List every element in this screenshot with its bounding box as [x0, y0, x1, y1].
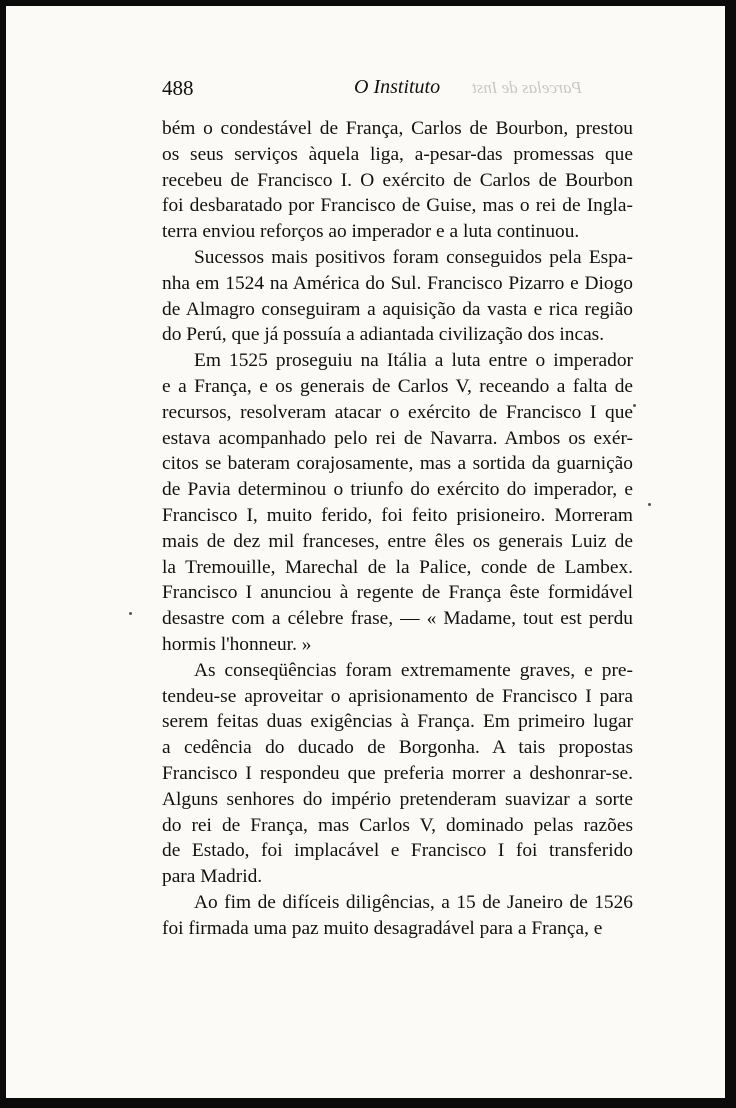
- paragraph: [162, 890, 633, 942]
- paragraph: [162, 245, 633, 348]
- text-line: estava acompanhado pelo rei de Navarra. Ambos os exér-: [162, 427, 633, 449]
- text-line: tendeu-se aproveitar o aprisionamento de Francisco I para: [162, 685, 633, 707]
- text-line: os seus serviços àquela liga, a-pesar-das promessas que: [162, 143, 633, 165]
- text-line: serem feitas duas exigências à França. Em primeiro lugar: [162, 711, 633, 733]
- text-line: Ao fim de difíceis diligências, a 15 de Janeiro de 1526: [194, 891, 633, 913]
- bleed-through-text: Parcelas de Inst: [472, 78, 582, 97]
- text-line: recursos, resolveram atacar o exército de Francisco I que: [162, 401, 633, 423]
- text-line: a cedência do ducado de Borgonha. A tais propostas: [162, 737, 633, 759]
- text-line: de Estado, foi implacável e Francisco I foi transferido: [162, 840, 633, 862]
- running-title: O Instituto: [354, 76, 441, 98]
- body-text: [162, 116, 633, 942]
- paragraph: [162, 348, 633, 658]
- text-line: Sucessos mais positivos foram conseguidos pela Espa-: [194, 246, 633, 268]
- text-line: terra enviou reforços ao imperador e a luta continuou.: [162, 221, 580, 243]
- text-line: de Pavia determinou o triunfo do exército do imperador, e: [162, 479, 633, 501]
- speck-mark: [129, 612, 132, 615]
- page-number: 488: [162, 76, 194, 100]
- text-line: Francisco I respondeu que preferia morrer a deshonrar-se.: [162, 762, 633, 784]
- text-line: desastre com a célebre frase, — « Madame, tout est perdu: [162, 608, 633, 630]
- page-header: [162, 76, 632, 106]
- text-line: e a França, e os generais de Carlos V, receando a falta de: [162, 375, 633, 397]
- paragraph: [162, 658, 633, 890]
- text-line: para Madrid.: [162, 866, 263, 888]
- text-line: recebeu de Francisco I. O exército de Carlos de Bourbon: [162, 169, 633, 191]
- text-line: As conseqüências foram extremamente graves, e pre-: [194, 659, 633, 681]
- text-line: Francisco I, muito ferido, foi feito prisioneiro. Morreram: [162, 504, 633, 526]
- text-line: hormis l'honneur. »: [162, 633, 312, 655]
- paragraph: [162, 116, 633, 245]
- speck-mark: [633, 404, 636, 407]
- text-line: de Almagro conseguiram a aquisição da vasta e rica região: [162, 298, 633, 320]
- text-line: la Tremouille, Marechal de la Palice, conde de Lambex.: [162, 556, 633, 578]
- text-line: citos se bateram corajosamente, mas a sortida da guarnição: [162, 453, 633, 475]
- text-line: foi desbaratado por Francisco de Guise, mas o rei de Ingla-: [162, 195, 633, 217]
- text-line: mais de dez mil franceses, entre êles os generais Luiz de: [162, 530, 633, 552]
- text-line: bém o condestável de França, Carlos de Bourbon, prestou: [162, 118, 633, 139]
- text-line: Alguns senhores do império pretenderam suavizar a sorte: [162, 788, 633, 810]
- scanned-page: [6, 6, 725, 1098]
- text-line: do rei de França, mas Carlos V, dominado pelas razões: [162, 814, 633, 836]
- text-line: foi firmada uma paz muito desagradável para a França, e: [162, 917, 603, 939]
- text-line: do Perú, que já possuía a adiantada civilização dos incas.: [162, 324, 605, 346]
- text-line: nha em 1524 na América do Sul. Francisco Pizarro e Diogo: [162, 272, 633, 294]
- speck-mark: [648, 503, 651, 506]
- text-line: Francisco I anunciou à regente de França êste formidável: [162, 582, 633, 604]
- text-line: Em 1525 proseguiu na Itália a luta entre o imperador: [194, 350, 633, 372]
